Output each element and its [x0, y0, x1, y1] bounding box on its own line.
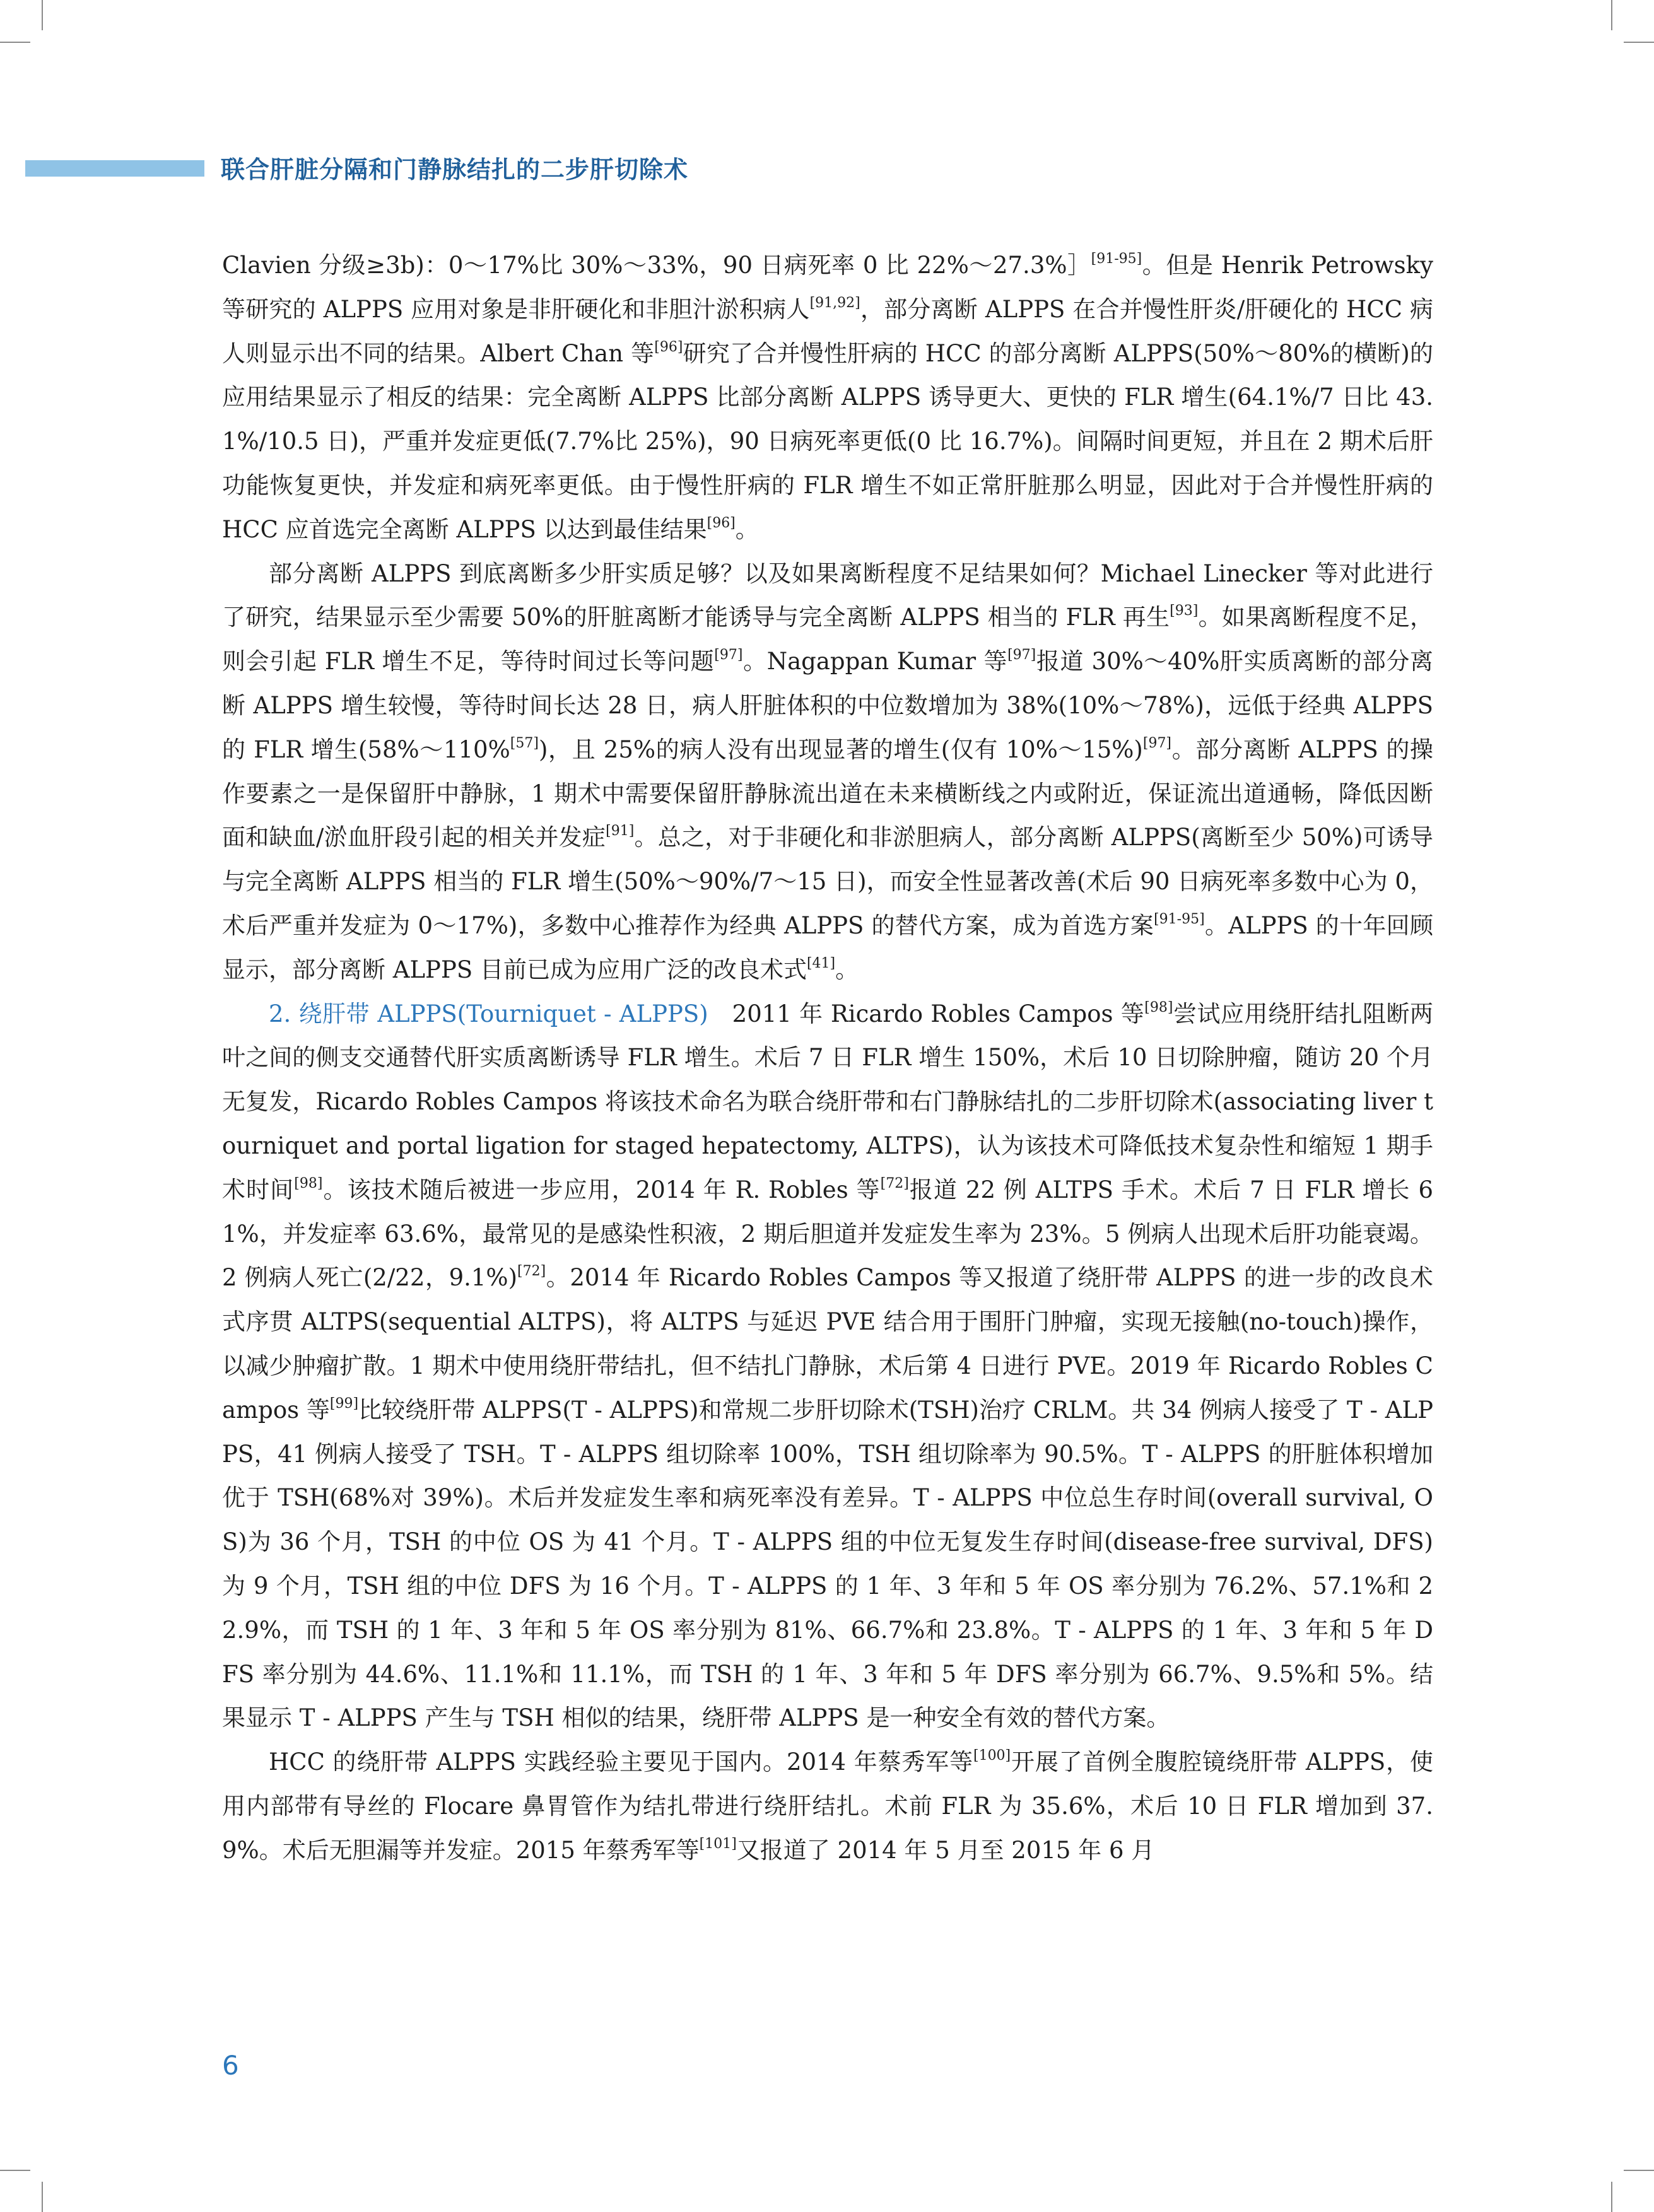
text-run: 又报道了 2014 年 5 月至 2015 年 6 月 [736, 1836, 1155, 1864]
text-run: 。如果离断程度不足，则会引起 FLR 增生不足，等待时间过长等问题 [222, 604, 1433, 676]
text-run: 。该技术随后被进一步应用，2014 年 R. Robles 等 [322, 1176, 881, 1203]
paragraph [222, 552, 1433, 992]
citation-ref: [98] [294, 1175, 323, 1191]
running-header-title: 联合肝脏分隔和门静脉结扎的二步肝切除术 [221, 156, 689, 184]
citation-ref: [97] [1142, 735, 1172, 751]
citation-ref: [91,92] [809, 295, 860, 311]
citation-ref: [72] [517, 1263, 546, 1280]
text-run: 。Nagappan Kumar 等 [742, 648, 1008, 676]
text-run: 。总之，对于非硬化和非淤胆病人，部分离断 ALPPS(离断至少 50%)可诱导与完全离断 ALPPS 相当的 FLR 增生(50%～90%/7～15 日)，而安全性显著改善(术后 90 日病死率多数中心为 0，术后严重并发症为 0～17%)，多数中心推荐作为经典 ALPPS 的替代方案，成为首选方案 [222, 824, 1434, 939]
text-run: 开展了首例全腹腔镜绕肝带 ALPPS，使用内部带有导丝的 Flocare 鼻胃管作为结扎带进行绕肝结扎。术前 FLR 为 35.6%，术后 10 日 FLR 增加到 37.9%。术后无胆漏等并发症。2015 年蔡秀军等 [222, 1748, 1433, 1864]
citation-ref: [100] [973, 1748, 1011, 1764]
text-run: Clavien 分级≥3b)：0～17%比 30%～33%，90 日病死率 0 比 22%～27.3%］ [222, 252, 1091, 279]
citation-ref: [97] [1007, 647, 1036, 664]
crop-mark-top-left-v [42, 0, 43, 30]
crop-mark-top-right-v [1611, 0, 1612, 30]
citation-ref: [98] [1144, 999, 1173, 1015]
citation-ref: [99] [329, 1395, 359, 1412]
text-run: 比较绕肝带 ALPPS(T - ALPPS)和常规二步肝切除术(TSH)治疗 CRLM。共 34 例病人接受了 T - ALPPS，41 例病人接受了 TSH。T - ALPPS 组切除率 100%，TSH 组切除率为 90.5%。T - ALPPS 的肝脏体积增加优于 TSH(68%对 39%)。术后并发症发生率和病死率没有差异。T - ALPPS 中位总生存时间(overall survival, OS)为 36 个月，TSH 的中位 OS 为 41 个月。T - ALPPS 组的中位无复发生存时间(disease-free survival, DFS)为 9 个月，TSH 组的中位 DFS 为 16 个月。T - ALPPS 的 1 年、3 年和 5 年 OS 率分别为 76.2%、57.1%和 22.9%，而 TSH 的 1 年、3 年和 5 年 OS 率分别为 81%、66.7%和 23.8%。T - ALPPS 的 1 年、3 年和 5 年 DFS 率分别为 44.6%、11.1%和 11.1%，而 TSH 的 1 年、3 年和 5 年 DFS 率分别为 66.7%、9.5%和 5%。结果显示 T - ALPPS 产生与 TSH 相似的结果，绕肝带 ALPPS 是一种安全有效的替代方案。 [222, 1396, 1433, 1732]
text-run: HCC 的绕肝带 ALPPS 实践经验主要见于国内。2014 年蔡秀军等 [269, 1748, 973, 1776]
citation-ref: [91-95] [1091, 251, 1142, 267]
citation-ref: [91-95] [1154, 911, 1205, 927]
citation-ref: [97] [714, 647, 743, 664]
citation-ref: [101] [699, 1835, 737, 1852]
sub-heading: 2. 绕肝带 ALPPS(Tourniquet - ALPPS) [269, 1000, 708, 1027]
citation-ref: [93] [1170, 603, 1199, 619]
text-run: 。 [835, 956, 859, 983]
citation-ref: [96] [654, 339, 683, 355]
text-run: 研究了合并慢性肝病的 HCC 的部分离断 ALPPS(50%～80%的横断)的应用结果显示了相反的结果：完全离断 ALPPS 比部分离断 ALPPS 诱导更大、更快的 FLR 增生(64.1%/7 日比 43.1%/10.5 日)，严重并发症更低(7.7%比 25%)，90 日病死率更低(0 比 16.7%)。间隔时间更短，并且在 2 期术后肝功能恢复更快，并发症和病死率更低。由于慢性肝病的 FLR 增生不如正常肝脏那么明显，因此对于合并慢性肝病的 HCC 应首选完全离断 ALPPS 以达到最佳结果 [222, 339, 1433, 543]
text-run: ，部分离断 ALPPS 在合并慢性肝炎/肝硬化的 HCC 病人则显示出不同的结果。Albert Chan 等 [222, 295, 1434, 367]
header-accent-bar [25, 160, 204, 177]
paragraph [222, 992, 1433, 1741]
text-run: 部分离断 ALPPS 到底离断多少肝实质足够？以及如果离断程度不足结果如何？Michael Linecker 等对此进行了研究，结果显示至少需要 50%的肝脏离断才能诱导与完全离断 ALPPS 相当的 FLR 再生 [222, 559, 1433, 631]
text-run: 。但是 Henrik Petrowsky 等研究的 ALPPS 应用对象是非肝硬化和非胆汁淤积病人 [222, 252, 1433, 323]
citation-ref: [41] [806, 955, 836, 971]
paragraph [222, 1740, 1433, 1872]
body-text [222, 243, 1433, 1872]
text-run: 尝试应用绕肝结扎阻断两叶之间的侧支交通替代肝实质离断诱导 FLR 增生。术后 7 日 FLR 增生 150%，术后 10 日切除肿瘤，随访 20 个月无复发，Ricardo Robles Campos 将该技术命名为联合绕肝带和右门静脉结扎的二步肝切除术(associating liver tourniquet and portal ligation for staged hepatectomy, ALTPS)，认为该技术可降低技术复杂性和缩短 1 期手术时间 [222, 1000, 1434, 1203]
citation-ref: [57] [510, 735, 539, 751]
crop-mark-top-left-h [0, 42, 30, 43]
text-run: )，且 25%的病人没有出现显著的增生(仅有 10%～15%) [538, 735, 1143, 763]
page-number: 6 [222, 2050, 239, 2081]
text-run: 报道 30%～40%肝实质离断的部分离断 ALPPS 增生较慢，等待时间长达 28 日，病人肝脏体积的中位数增加为 38%(10%～78%)，远低于经典 ALPPS 的 FLR 增生(58%～110% [222, 648, 1434, 763]
crop-mark-bottom-left-v [42, 2182, 43, 2212]
crop-mark-bottom-right-h [1624, 2170, 1654, 2171]
text-run: 。 [735, 515, 759, 543]
text-run: 。部分离断 ALPPS 的操作要素之一是保留肝中静脉，1 期术中需要保留肝静脉流出道在未来横断线之内或附近，保证流出道通畅，降低因断面和缺血/淤血肝段引起的相关并发症 [222, 735, 1434, 851]
text-run: 。ALPPS 的十年回顾显示，部分离断 ALPPS 目前已成为应用广泛的改良术式 [222, 911, 1433, 983]
crop-mark-top-right-h [1624, 42, 1654, 43]
citation-ref: [91] [606, 823, 635, 840]
crop-mark-bottom-right-v [1611, 2182, 1612, 2212]
text-run: 2011 年 Ricardo Robles Campos 等 [708, 1000, 1145, 1027]
citation-ref: [96] [707, 515, 736, 531]
text-run: 报道 22 例 ALTPS 手术。术后 7 日 FLR 增长 61%，并发症率 63.6%，最常见的是感染性积液，2 期后胆道并发症发生率为 23%。5 例病人出现术后肝功能衰竭。2 例病人死亡(2/22，9.1%) [222, 1176, 1433, 1292]
paragraph [222, 243, 1433, 552]
crop-mark-bottom-left-h [0, 2170, 30, 2171]
citation-ref: [72] [880, 1175, 909, 1191]
text-run: 。2014 年 Ricardo Robles Campos 等又报道了绕肝带 ALPPS 的进一步的改良术式序贯 ALTPS(sequential ALTPS)，将 ALTPS 与延迟 PVE 结合用于围肝门肿瘤，实现无接触(no-touch)操作，以减少肿瘤扩散。1 期术中使用绕肝带结扎，但不结扎门静脉，术后第 4 日进行 PVE。2019 年 Ricardo Robles Campos 等 [222, 1264, 1433, 1424]
